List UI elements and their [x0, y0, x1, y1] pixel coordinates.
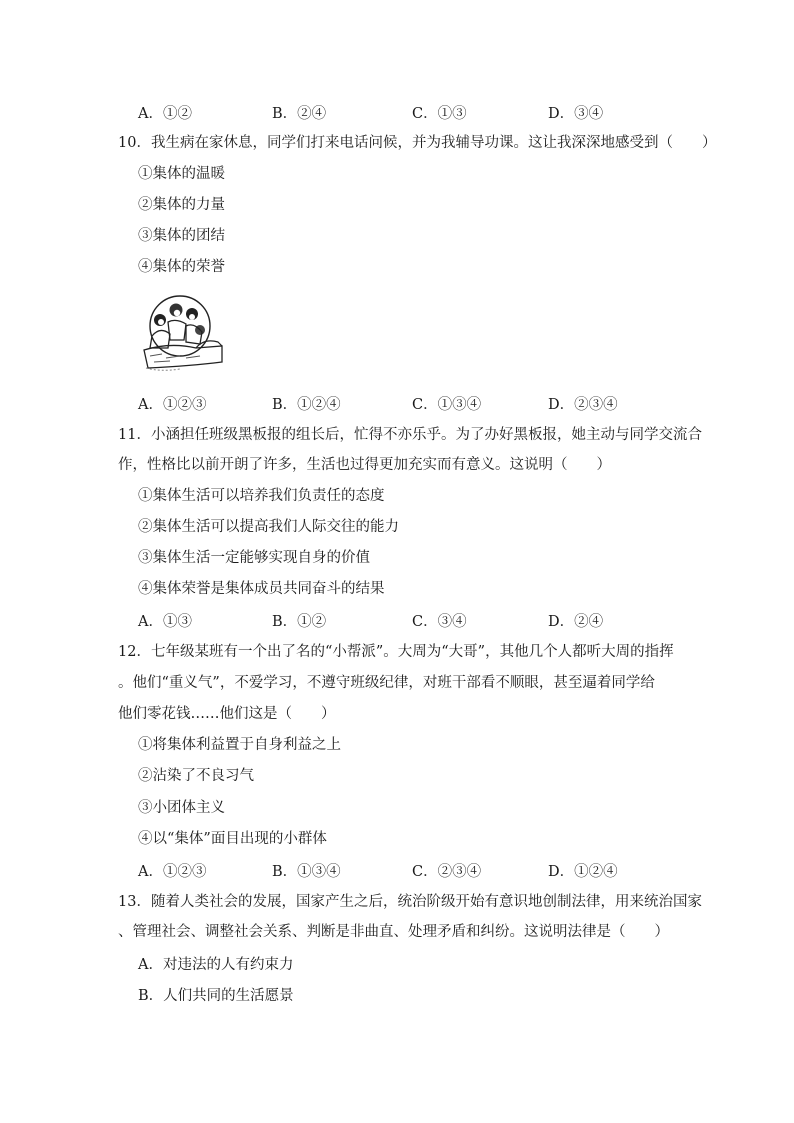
q10-item-3: ③集体的团结 [138, 228, 225, 244]
q10-option-d[interactable]: D．②③④ [548, 397, 618, 413]
q12-item-4: ④以“集体”面目出现的小群体 [138, 831, 327, 847]
q11-stem-line-2: 作，性格比以前开朗了许多，生活也过得更加充实而有意义。这说明（ ） [118, 457, 611, 473]
q10-item-4: ④集体的荣誉 [138, 259, 225, 275]
q12-option-b[interactable]: B．①③④ [272, 864, 341, 880]
q12-stem-line-1: 12．七年级某班有一个出了名的“小帮派”。大周为“大哥”，其他几个人都听大周的指挥 [118, 644, 674, 660]
q9-option-d[interactable]: D．③④ [548, 106, 604, 122]
q11-item-2: ②集体生活可以提高我们人际交往的能力 [138, 519, 399, 535]
q11-item-4: ④集体荣誉是集体成员共同奋斗的结果 [138, 581, 385, 597]
q11-item-1: ①集体生活可以培养我们负责任的态度 [138, 488, 385, 504]
q12-item-1: ①将集体利益置于自身利益之上 [138, 737, 341, 753]
q13-stem-line-1: 13．随着人类社会的发展，国家产生之后，统治阶级开始有意识地创制法律，用来统治国家 [118, 894, 702, 910]
q12-item-2: ②沾染了不良习气 [138, 768, 254, 784]
q11-option-a[interactable]: A．①③ [138, 614, 192, 630]
q12-option-d[interactable]: D．①②④ [548, 864, 618, 880]
q11-item-3: ③集体生活一定能够实现自身的价值 [138, 550, 370, 566]
q9-option-a[interactable]: A．①② [138, 106, 192, 122]
q10-item-1: ①集体的温暖 [138, 166, 225, 182]
q9-option-c[interactable]: C．①③ [412, 106, 467, 122]
q12-option-c[interactable]: C．②③④ [412, 864, 482, 880]
q11-option-c[interactable]: C．③④ [412, 614, 467, 630]
q13-option-a[interactable]: A．对违法的人有约束力 [138, 957, 294, 973]
q12-stem-line-3: 他们零花钱……他们这是（ ） [118, 706, 336, 722]
q10-options [138, 393, 658, 413]
q12-stem-line-2: 。他们“重义气”，不爱学习，不遵守班级纪律，对班干部看不顺眼，甚至逼着同学给 [118, 675, 655, 691]
q12-option-a[interactable]: A．①②③ [138, 864, 207, 880]
q13-stem-line-2: 、管理社会、调整社会关系、判断是非曲直、处理矛盾和纠纷。这说明法律是（ ） [118, 924, 669, 940]
family-illustration-icon [140, 292, 226, 374]
q10-option-b[interactable]: B．①②④ [272, 397, 341, 413]
q10-item-2: ②集体的力量 [138, 197, 225, 213]
q10-stem: 10．我生病在家休息，同学们打来电话问候，并为我辅导功课。这让我深深地感受到（ ） [118, 135, 717, 151]
q10-option-c[interactable]: C．①③④ [412, 397, 482, 413]
q11-option-b[interactable]: B．①② [272, 614, 327, 630]
q9-option-b[interactable]: B．②④ [272, 106, 327, 122]
q12-item-3: ③小团体主义 [138, 800, 225, 816]
q10-option-a[interactable]: A．①②③ [138, 397, 207, 413]
q11-options [138, 610, 658, 630]
q12-options [138, 860, 658, 880]
q11-option-d[interactable]: D．②④ [548, 614, 604, 630]
q13-option-b[interactable]: B．人们共同的生活愿景 [138, 988, 294, 1004]
q9-options [138, 102, 658, 122]
q11-stem-line-1: 11．小涵担任班级黑板报的组长后，忙得不亦乐乎。为了办好黑板报，她主动与同学交流合 [118, 427, 702, 443]
